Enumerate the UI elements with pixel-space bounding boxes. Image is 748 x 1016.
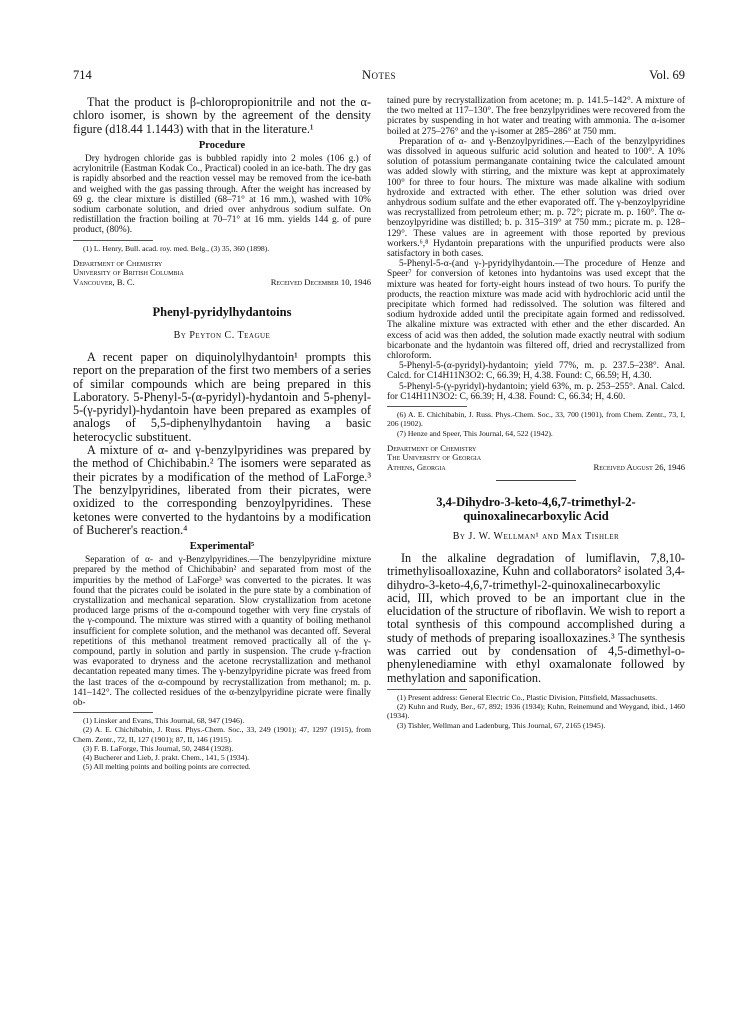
page-number: 714	[73, 68, 92, 82]
footnote: (5) All melting points and boiling points are corrected.	[83, 762, 251, 772]
footnote: (1) Present address: General Electric Co., Plastic Division, Pittsfield, Massachusetts.	[397, 692, 658, 702]
received-date: Received December 10, 1946	[270, 276, 371, 287]
footnote-rule	[387, 689, 467, 690]
right-column	[387, 96, 685, 730]
address-line: Vancouver, B. C.	[73, 276, 135, 287]
gamma-result: 5-Phenyl-5-(γ-pyridyl)-hydantoin; yield 63%, m. p. 253–255°. Anal. Calcd. for C14H11N3O2: C, 66.39; H, 4.38. Found: C, 66.34; H, 4.60.	[387, 381, 685, 402]
footnote-rule	[73, 240, 153, 241]
page-header	[73, 68, 685, 86]
intro-paragraph: That the product is β-chloropropionitrile and not the α-chloro isomer, is shown by the agreement of the density figure (d18.44 1.1443) with that in the literature.¹	[73, 95, 371, 136]
left-column	[73, 96, 371, 771]
footnote-rule	[387, 406, 467, 407]
address-line: University of British Columbia	[73, 267, 184, 278]
address-line: Athens, Georgia	[387, 461, 446, 472]
footnote: (3) Tishler, Wellman and Ladenburg, This Journal, 67, 2165 (1945).	[397, 720, 606, 730]
footnote: (3) F. B. LaForge, This Journal, 50, 2484 (1928).	[83, 743, 234, 753]
footnote: (2) Kuhn and Rudy, Ber., 67, 892; 1936 (1934); Kuhn, Reinemund and Weygand, ibid., 1460 (1934).	[387, 702, 685, 721]
author-address	[387, 444, 685, 472]
footnote: (2) A. E. Chichibabin, J. Russ. Phys.-Chem. Soc., 33, 249 (1901); 47, 1297 (1915), from Chem. Zentr., 72, II, 127 (1901); 87, II, 146 (1915).	[73, 725, 371, 744]
article-byline: By Peyton C. Teague	[173, 329, 271, 341]
procedure-paragraph: Dry hydrogen chloride gas is bubbled rapidly into 2 moles (106 g.) of acrylonitrile (Eastman Kodak Co., Practical) cooled in an ice-bath. The dry gas is rapidly absorbed and the reaction vessel may be removed from the ice-bath and weighed with the gas passing through. After the weight has increased by 69 g. the clear mixture is distilled (68–71° at 16 mm.), washed with 10% sodium carbonate solution, and dried over anhydrous sodium sulfate. On redistillation the fraction boiling at 70–71° at 16 mm. yields 144 g. of pure product, (80%).	[73, 153, 371, 236]
address-line: The University of Georgia	[387, 452, 482, 463]
footnote: (6) A. E. Chichibabin, J. Russ. Phys.-Chem. Soc., 33, 700 (1901), from Chem. Zentr., 73, I, 206 (1902).	[387, 410, 685, 429]
body-paragraph: In the alkaline degradation of lumiflavin, 7,8,10-trimethylisoalloxazine, Kuhn and collaborators² isolated 3,4-dihydro-3-keto-4,6,7-trimethyl-2-quinoxalinecarboxylic acid, III, which proved to be an important clue in the elucidation of the structure of riboflavin. We wish to report a total synthesis of this compound accomplished during a study of methods of preparing isoalloxazines.³ The synthesis was carried out by condensation of 4,5-dimethyl-o-phenylenediamine with ethyl oxamalonate followed by methylation and saponification.	[387, 550, 685, 685]
volume-number: Vol. 69	[649, 68, 685, 82]
footnote: (7) Henze and Speer, This Journal, 64, 522 (1942).	[397, 428, 553, 438]
hydantoin-paragraph: 5-Phenyl-5-α-(and γ-)-pyridylhydantoin.—The procedure of Henze and Speer⁷ for conversion of ketones into hydantoins was used except that the mixture was heated for forty-eight hours instead of two hours. To purify the products, the reaction mixture was made acid with hydrochloric acid until the precipitate which formed had redissolved. The solution was filtered and sodium hydroxide added until the precipitate again formed and redissolved. The alkaline mixture was extracted with ether and the ether discarded. An excess of acid was then added, the solution made exactly neutral with sodium bicarbonate and the hydantoin was filtered off, dried and recrystallized from chloroform.	[387, 259, 685, 362]
preparation-paragraph: Preparation of α- and γ-Benzoylpyridines.—Each of the benzylpyridines was dissolved in aqueous sulfuric acid solution and heated to 100°. A 10% solution of potassium permanganate containing twice the calculated amount was added slowly with stirring, and the mixture was kept at approximately 100° for three to four hours. The mixture was made alkaline with sodium hydroxide and extracted with ether. The ether solution was dried over anhydrous sodium sulfate and the ether evaporated off. The γ-benzoylpyridine was recrystallized from petroleum ether; m. p. 72°; picrate m. p. 160°. The α-benzoylpyridine was distilled; b. p. 315–319° at 750 mm.; picrate m. p. 128–129°. These values are in agreement with those reported by previous workers.⁶,⁸ Hydantoin preparations with the unpurified products were also satisfactory in both cases.	[387, 136, 685, 260]
address-line: Department of Chemistry	[387, 442, 477, 453]
experimental-paragraph: Separation of α- and γ-Benzylpyridines.—The benzylpyridine mixture prepared by the method of Chichibabin² and separated from most of the impurities by the method of LaForge³ was converted to the picrates. It was found that the picrates could be isolated in the pure state by a combination of crystallization and mechanical separation. Slow crystallization from acetone produced large prisms of the α-compound together with very fine crystals of the γ-compound. The mixture was stirred with a quantity of boiling methanol insufficient for complete solution, and the methanol was decanted off. Several repetitions of this methanol treatment removed practically all of the γ-compound, partly in solution and partly in suspension. The crude γ-fraction was evaporated to dryness and the acetone recrystallization and methanol decantation repeated many times. The γ-benzylpyridine picrate was freed from the last traces of the α-compound by recrystallization from methanol; m. p. 141–142°. The collected residues of the α-benzylpyridine picrate were finally ob-	[73, 555, 371, 708]
received-date: Received August 26, 1946	[593, 461, 685, 472]
article-byline: By J. W. Wellman¹ and Max Tishler	[452, 530, 620, 542]
alpha-result: 5-Phenyl-5-(α-pyridyl)-hydantoin; yield 77%, m. p. 237.5–238°. Anal. Calcd. for C14H11N3O2: C, 66.39; H, 4.38. Found: C, 66.59; H, 4.30.	[387, 361, 685, 382]
body-paragraph: A recent paper on diquinolylhydantoin¹ prompts this report on the preparation of the first two members of a series of similar compounds which are being prepared in this Laboratory. 5-Phenyl-5-(α-pyridyl)-hydantoin and 5-phenyl-5-(γ-pyridyl)-hydantoin have been prepared as examples of analogs of 5,5-diphenylhydantoin having a basic heterocyclic substituent.	[73, 349, 371, 444]
address-line: Department of Chemistry	[73, 257, 163, 268]
body-paragraph: A mixture of α- and γ-benzylpyridines was prepared by the method of Chichibabin.² The isomers were separated as their picrates by a modification of the method of LaForge.³ The benzylpyridines, liberated from their picrates, were oxidized to the corresponding benzoylpyridines. These ketones were converted to the hydantoins by a modification of Bucherer's reaction.⁴	[73, 443, 371, 537]
footnote: (1) Linsker and Evans, This Journal, 68, 947 (1946).	[83, 716, 245, 726]
procedure-heading: Procedure	[198, 139, 246, 151]
continued-paragraph: tained pure by recrystallization from acetone; m. p. 141.5–142°. A mixture of the two melted at 117–130°. The free benzylpyridines were recovered from the picrates by suspending in hot water and treating with ammonia. The α-isomer boiled at 275–276° and the γ-isomer at 285–286° at 750 mm.	[387, 96, 685, 137]
article-title: Phenyl-pyridylhydantoins	[152, 304, 292, 319]
running-section: Notes	[361, 68, 397, 82]
author-address	[73, 259, 371, 287]
footnote-rule	[73, 712, 153, 713]
footnote: (4) Bucherer and Lieb, J. prakt. Chem., 141, 5 (1934).	[83, 752, 250, 762]
footnote: (1) L. Henry, Bull. acad. roy. med. Belg., (3) 35, 360 (1898).	[83, 243, 270, 253]
article-separator	[496, 480, 576, 481]
article-title: 3,4-Dihydro-3-keto-4,6,7-trimethyl-2-quinoxalinecarboxylic Acid	[436, 494, 636, 523]
experimental-heading: Experimental⁵	[189, 541, 255, 553]
